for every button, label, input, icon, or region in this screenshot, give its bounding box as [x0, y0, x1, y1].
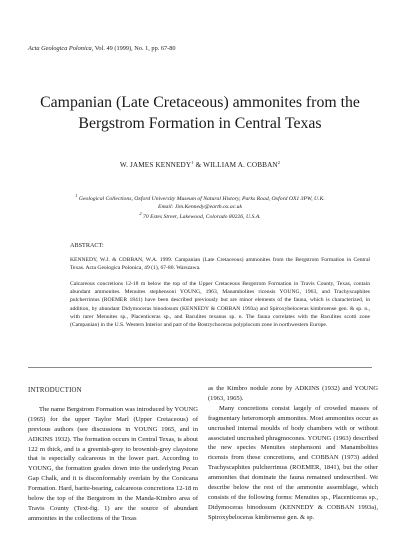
affil-1-text: Geological Collections, Oxford University Museum of Natural History, Parks Road, Oxford OX1 3PW, U.K. [78, 196, 325, 202]
journal-details: , Vol. 49 (1999), No. 1, pp. 67-80 [91, 45, 176, 52]
affiliation-1 [30, 192, 370, 211]
paper-title [20, 92, 380, 134]
author-line [20, 160, 380, 169]
author-2: WILLIAM A. COBBAN [203, 161, 278, 169]
intro-paragraph-continued: as the Kimbro nodule zone by ADKINS (1932) and YOUNG (1963, 1965). [208, 385, 378, 402]
affil-2-text: 70 Estes Street, Lakewood, Colorado 80226, U.S.A. [143, 214, 261, 220]
affil-2-mark: 2 [139, 211, 142, 216]
affiliation-2 [30, 210, 370, 221]
abstract-citation: KENNEDY, W.J. & COBBAN, W.A. 1999. Campanian (Late Cretaceous) ammonites from the Bergstrom Formation in Central Texas. Acta Geologica Polonica, 49 (1), 67-80. Warszawa. [70, 257, 370, 272]
abstract-body: Calcareous concretions 12-18 m below the top of the Upper Cretaceous Bergstrom Formation in Travis County, Texas, contain abundant ammonites. Menuites stephensoni YOUNG, 1963, Manambolites ricensis YOUNG, 1963, and Trachyscaphites pulcherrimus (ROEMER 1841) have been described previously but are minor elements of the fauna, which is characterized, in addition, by abundant Didymoceras binodosum (KENNEDY & COBBAN 1993a) and Spiroxybeloceras kimbroense gen. & sp. n., with rarer Menuites sp., Placenticeras sp., and Baculites texanus sp. n. The fauna correlates with the Baculites scotti zone (Campanian) in the U.S. Western Interior and part of the Bostrychoceras polyplocum zone in northwestern Europe. [70, 281, 370, 329]
author-1-affil-mark: 1 [191, 160, 194, 165]
journal-header [28, 45, 176, 52]
intro-paragraph-1: The name Bergstrom Formation was introduced by YOUNG (1965) for the upper Taylor Marl (Upper Cretaceous) of previous authors (see discussions in YOUNG 1965, and in ADKINS 1932). The formation occurs in Central Texas, is about 122 m thick, and is a greenish-grey to brownish-grey claystone that is especially calcareous in the lower part. According to YOUNG, the formation grades down into the underlying Pecan Gap Chalk, and it is disconformably overlain by the Corsicana Formation. Hard, barite-bearing, calcareous concretions 12-18 m below the top of the Bergstrom in the Manda-Kimbro area of Travis County (Text-fig. 1) are the source of abundant ammonites in the collections of the Texas [28, 405, 198, 522]
column-left [28, 386, 198, 524]
author-1: W. JAMES KENNEDY [119, 161, 192, 169]
section-heading: INTRODUCTION [28, 387, 82, 394]
abstract-heading: ABSTRACT: [70, 242, 104, 249]
intro-paragraph-2: Many concretions consist largely of crowded masses of fragmentary heteromorph ammonites. Most ammonites occur as uncrushed internal moulds of body chambers with or without associated uncrushed phragmocones. YOUNG (1963) described the new species Menuites stephensoni and Manambolites ricensis from these concretions, and COBBAN (1973) added Trachyscaphites pulcherrimus (ROEMER, 1841), but the other ammonites that dominate the fauna remained undescribed. We describe below the rest of the ammonite assemblage, which consists of the following forms: Menuites sp., Placenticeras sp., Didymoceras binodosum (KENNEDY & COBBAN 1993a), Spiroxybeloceras kimbroense gen. & sp. [208, 404, 378, 521]
author-2-affil-mark: 2 [277, 160, 281, 165]
title-line-2: Bergstrom Formation in Central Texas [78, 115, 322, 132]
affil-1-email[interactable]: Email: Jim.Kennedy@earth.ox.ac.uk [157, 204, 243, 211]
column-right [208, 384, 378, 523]
author-separator: & [193, 161, 204, 169]
section-divider [28, 367, 372, 368]
journal-name: Acta Geologica Polonica [28, 45, 92, 52]
affil-1-mark: 1 [75, 193, 78, 198]
title-line-1: Campanian (Late Cretaceous) ammonites from the [40, 94, 360, 111]
